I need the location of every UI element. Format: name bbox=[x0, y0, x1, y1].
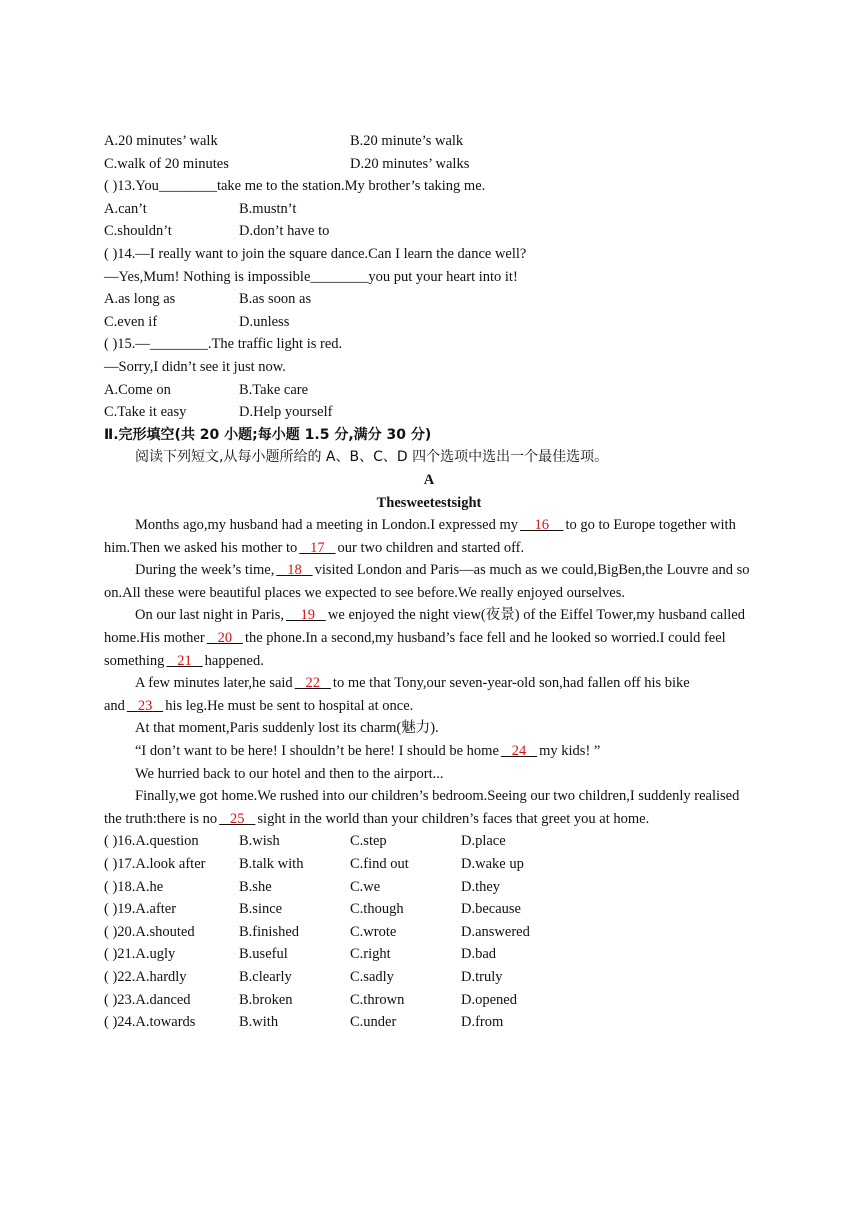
q15-response: —Sorry,I didn’t see it just now. bbox=[104, 358, 286, 375]
option-stem: ( )17.A.look after bbox=[104, 856, 206, 872]
q13-blank: ________ bbox=[158, 178, 217, 195]
option-b: B.clearly bbox=[239, 968, 292, 985]
q14-option-c: C.even if bbox=[104, 313, 158, 330]
q12-option-b: B.20 minute’s walk bbox=[350, 133, 464, 149]
p1-text-2: to go to Europe together with him.Then we asked his mother to bbox=[104, 517, 736, 556]
cloze-option-row bbox=[104, 1011, 754, 1034]
q15-stem-b: .The traffic light is red. bbox=[207, 336, 343, 353]
q12-option-d: D.20 minutes’ walks bbox=[350, 155, 470, 172]
q13-options-row-2 bbox=[104, 220, 754, 243]
passage-paragraph-2 bbox=[104, 559, 754, 604]
q14-option-a: A.as long as bbox=[104, 291, 176, 308]
cloze-option-row bbox=[104, 853, 754, 876]
blank-22 bbox=[293, 675, 333, 691]
blank-19 bbox=[284, 607, 328, 623]
q14-options-row-2 bbox=[104, 311, 754, 334]
p1-text-3: our two children and started off. bbox=[337, 539, 525, 556]
blank-16 bbox=[518, 517, 566, 533]
p1-text-1: Months ago,my husband had a meeting in London.I expressed my bbox=[135, 517, 518, 534]
cloze-option-row bbox=[104, 989, 754, 1012]
q14-options-row-1 bbox=[104, 288, 754, 311]
passage-title: Thesweetestsight bbox=[376, 494, 482, 511]
option-c: C.right bbox=[350, 946, 391, 963]
p2-text-2: visited London and Paris—as much as we could,BigBen,the Louvre and so on.All these were beautiful places we expected to see before.We really enjoyed ourselves. bbox=[104, 562, 750, 601]
option-c: C.thrown bbox=[350, 991, 405, 1008]
p3-text-3: the phone.In a second,my husband’s face fell and he looked so worried.I could feel something bbox=[104, 630, 726, 669]
document-page bbox=[104, 130, 754, 1034]
option-stem: ( )21.A.ugly bbox=[104, 946, 176, 963]
cloze-option-row bbox=[104, 830, 754, 853]
option-d: D.place bbox=[461, 833, 506, 850]
option-stem: ( )22.A.hardly bbox=[104, 968, 187, 985]
q13-option-c: C.shouldn’t bbox=[104, 223, 172, 240]
blank-19-number: 19 bbox=[300, 607, 316, 624]
option-d: D.wake up bbox=[461, 856, 524, 872]
q15-options-row-2 bbox=[104, 401, 754, 424]
option-c: C.step bbox=[350, 833, 387, 850]
q14-stem: ( )14.—I really want to join the square dance.Can I learn the dance well? bbox=[104, 245, 527, 262]
blank-25-number: 25 bbox=[230, 810, 245, 827]
option-c: C.we bbox=[350, 878, 381, 895]
blank-17-number: 17 bbox=[310, 539, 325, 556]
blank-24 bbox=[499, 743, 539, 759]
option-b: B.wish bbox=[239, 833, 280, 850]
cloze-option-row bbox=[104, 943, 754, 966]
q13-options-row-1 bbox=[104, 198, 754, 221]
q13-stem-text-a: ( )13.You bbox=[104, 178, 159, 195]
p6-text-2: my kids! ” bbox=[539, 743, 601, 760]
option-stem: ( )19.A.after bbox=[104, 901, 177, 918]
p8-text-1: Finally,we got home.We rushed into our children’s bedroom.Seeing our two children,I suddenly realised the truth:there is no bbox=[104, 788, 740, 827]
option-b: B.useful bbox=[239, 946, 288, 963]
option-c: C.sadly bbox=[350, 968, 394, 985]
blank-25 bbox=[217, 811, 257, 827]
q15-option-c: C.Take it easy bbox=[104, 404, 187, 421]
q15-option-d: D.Help yourself bbox=[239, 404, 333, 421]
passage-paragraph-7: We hurried back to our hotel and then to the airport... bbox=[135, 765, 444, 782]
q15-option-a: A.Come on bbox=[104, 381, 171, 398]
q14-option-b: B.as soon as bbox=[239, 291, 312, 308]
blank-20 bbox=[205, 630, 245, 646]
q13-option-a: A.can’t bbox=[104, 200, 147, 217]
blank-23 bbox=[125, 698, 165, 714]
cloze-options-list bbox=[104, 830, 754, 1033]
p2-text-1: During the week’s time, bbox=[135, 562, 275, 579]
cloze-option-row bbox=[104, 966, 754, 989]
q13-option-d: D.don’t have to bbox=[239, 223, 330, 240]
q14-option-d: D.unless bbox=[239, 313, 290, 330]
option-b: B.she bbox=[239, 878, 272, 895]
blank-18 bbox=[274, 562, 314, 578]
blank-24-number: 24 bbox=[511, 743, 527, 760]
passage-label: A bbox=[423, 471, 435, 488]
option-b: B.with bbox=[239, 1014, 279, 1031]
option-c: C.wrote bbox=[350, 923, 397, 940]
section-heading: Ⅱ.完形填空(共 20 小题;每小题 1.5 分,满分 30 分) bbox=[104, 426, 432, 443]
p3-text-2: we enjoyed the night view(夜景) of the Eiffel Tower,my husband called home.His mother bbox=[104, 607, 745, 647]
q14-blank: ________ bbox=[310, 268, 369, 285]
passage-paragraph-4 bbox=[104, 672, 754, 717]
option-c: C.though bbox=[350, 901, 404, 918]
q15-blank: ________ bbox=[149, 336, 208, 353]
option-stem: ( )16.A.question bbox=[104, 833, 199, 850]
option-b: B.talk with bbox=[239, 856, 304, 872]
q12-options-row-1 bbox=[104, 130, 754, 153]
option-d: D.opened bbox=[461, 991, 517, 1008]
blank-21-number: 21 bbox=[177, 652, 192, 669]
passage-paragraph-8 bbox=[104, 785, 754, 830]
passage-paragraph-1 bbox=[104, 514, 754, 559]
p4-text-3: his leg.He must be sent to hospital at once. bbox=[165, 697, 414, 714]
q14-response-a: —Yes,Mum! Nothing is impossible bbox=[104, 268, 311, 285]
option-stem: ( )20.A.shouted bbox=[104, 923, 195, 940]
q15-option-b: B.Take care bbox=[239, 381, 309, 398]
option-stem: ( )23.A.danced bbox=[104, 991, 191, 1008]
option-d: D.because bbox=[461, 901, 521, 918]
p8-text-2: sight in the world than your children’s faces that greet you at home. bbox=[257, 810, 650, 827]
blank-16-number: 16 bbox=[534, 517, 549, 534]
option-d: D.truly bbox=[461, 968, 503, 985]
option-d: D.from bbox=[461, 1014, 504, 1031]
section-instruction: 阅读下列短文,从每小题所给的 A、B、C、D 四个选项中选出一个最佳选项。 bbox=[135, 449, 609, 466]
blank-23-number: 23 bbox=[137, 697, 153, 714]
option-c: C.find out bbox=[350, 856, 409, 872]
cloze-option-row bbox=[104, 876, 754, 899]
q12-option-c: C.walk of 20 minutes bbox=[104, 155, 229, 172]
p4-text-2: to me that Tony,our seven-year-old son,had fallen off his bike and bbox=[104, 675, 690, 714]
option-stem: ( )24.A.towards bbox=[104, 1014, 196, 1031]
option-c: C.under bbox=[350, 1014, 397, 1031]
p3-text-1: On our last night in Paris, bbox=[135, 607, 285, 624]
p4-text-1: A few minutes later,he said bbox=[135, 675, 293, 692]
q12-option-a: A.20 minutes’ walk bbox=[104, 133, 218, 149]
blank-22-number: 22 bbox=[305, 675, 321, 692]
q14-response-b: you put your heart into it! bbox=[368, 268, 518, 285]
q12-options-row-2 bbox=[104, 153, 754, 176]
q14-response bbox=[104, 266, 754, 289]
option-b: B.since bbox=[239, 901, 283, 918]
q15-options-row-1 bbox=[104, 379, 754, 402]
blank-21 bbox=[164, 653, 204, 669]
q13-stem-text-b: take me to the station.My brother’s taking me. bbox=[216, 178, 486, 195]
q13-stem bbox=[104, 175, 754, 198]
passage-paragraph-3 bbox=[104, 604, 754, 672]
p3-text-4: happened. bbox=[204, 652, 264, 669]
option-b: B.broken bbox=[239, 991, 293, 1008]
blank-17 bbox=[297, 540, 337, 556]
q15-stem bbox=[104, 333, 754, 356]
passage-paragraph-6 bbox=[104, 740, 754, 763]
option-b: B.finished bbox=[239, 923, 300, 940]
cloze-option-row bbox=[104, 921, 754, 944]
p6-text-1: “I don’t want to be here! I shouldn’t be here! I should be home bbox=[135, 743, 499, 760]
option-d: D.bad bbox=[461, 946, 497, 963]
q13-option-b: B.mustn’t bbox=[239, 200, 297, 217]
q15-stem-a: ( )15.— bbox=[104, 336, 150, 353]
cloze-option-row bbox=[104, 898, 754, 921]
option-stem: ( )18.A.he bbox=[104, 878, 164, 895]
blank-18-number: 18 bbox=[287, 562, 302, 579]
option-d: D.answered bbox=[461, 923, 530, 940]
passage-paragraph-5: At that moment,Paris suddenly lost its charm(魅力). bbox=[135, 720, 439, 737]
blank-20-number: 20 bbox=[217, 630, 233, 647]
option-d: D.they bbox=[461, 878, 501, 895]
